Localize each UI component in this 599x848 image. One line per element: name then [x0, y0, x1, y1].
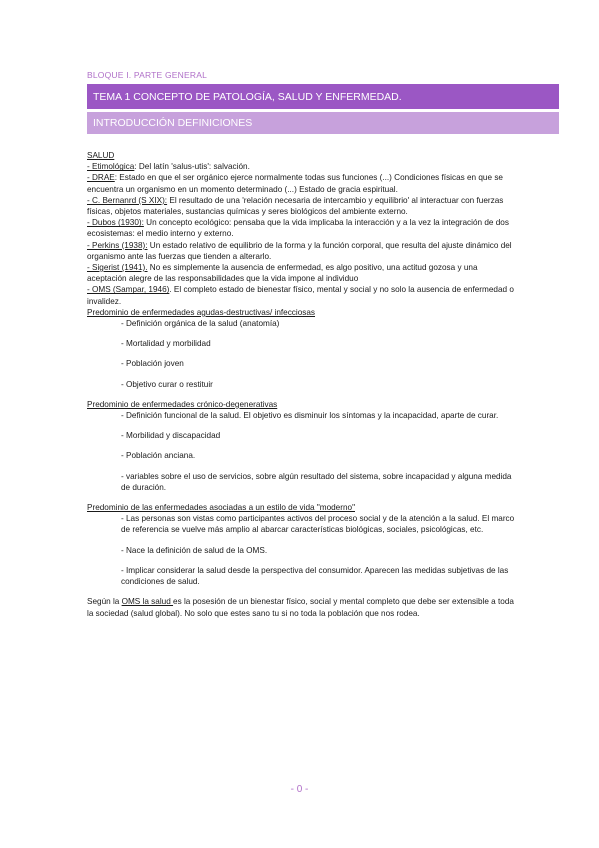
definition-text: No es simplemente la ausencia de enfermedad, es algo positivo, una actitud gozosa y una aceptación alegre de las responsabilidades que la vida impone al individuo	[87, 263, 478, 284]
definition-text: Un estado relativo de equilibrio de la forma y la función corporal, que resulta del ajuste dinámico del organismo ante las fuerzas que tienden a alterarlo.	[87, 240, 512, 261]
section-items	[87, 318, 517, 390]
definition-text: : Estado en que el ser orgánico ejerce normalmente todas sus funciones (...) Condiciones físicas en que se encuentra un organismo en un momento determinado (...) Estado de gracia espiritual.	[87, 173, 503, 194]
list-item: - Morbilidad y discapacidad	[121, 431, 221, 441]
closing-link-text: OMS la salud	[121, 597, 174, 607]
list-item: - Objetivo curar o restituir	[121, 379, 213, 389]
list-item: - Mortalidad y morbilidad	[121, 339, 211, 349]
list-item: - Implicar considerar la salud desde la perspectiva del consumidor. Aparecen las medidas subjetivas de las condiciones de salud.	[121, 565, 509, 587]
salud-heading: SALUD	[87, 151, 115, 160]
document-body	[87, 150, 517, 619]
definition-item	[87, 240, 517, 262]
definition-item	[87, 172, 517, 194]
definition-item	[87, 195, 517, 217]
definition-item	[87, 217, 517, 239]
definition-text: : Del latín 'salus-utis': salvación.	[134, 162, 250, 172]
definition-label: - Dubos (1930):	[87, 218, 144, 228]
section-heading: Predominio de las enfermedades asociadas a un estilo de vida "moderno"	[87, 503, 355, 513]
list-item: - Definición orgánica de la salud (anatomía)	[121, 319, 280, 329]
definition-label: - C. Bernanrd (S XIX):	[87, 195, 168, 205]
definition-label: - DRAE	[87, 173, 115, 183]
definition-label: - OMS (Sampar, 1946)	[87, 285, 170, 295]
section-heading: Predominio de enfermedades crónico-degenerativas	[87, 399, 278, 409]
definition-item	[87, 262, 517, 284]
list-item: - Las personas son vistas como participantes activos del proceso social y de la atención a la salud. El marco de referencia se vuelve más amplio al abarcar características biológicas, sociales, psicológicas, etc.	[121, 514, 515, 535]
section-heading: Predominio de enfermedades agudas-destructivas/ infecciosas	[87, 307, 316, 317]
definition-text: Un concepto ecológico: pensaba que la vida implicaba la interacción y a la vez la integración de dos ecosistemas: el medio interno y externo.	[87, 218, 509, 239]
tema-title-bar	[87, 84, 559, 109]
list-item: - Definición funcional de la salud. El objetivo es disminuir los síntomas y la incapacidad, aparte de curar.	[121, 411, 499, 421]
bloque-label: BLOQUE I. PARTE GENERAL	[87, 70, 208, 80]
closing-post: es la posesión de un bienestar físico, social y mental completo que debe ser extensible a toda la sociedad (salud global). No solo que estes sano tu si no toda la población que nos rodea.	[87, 597, 514, 618]
definition-text: El resultado de una 'relación necesaria de intercambio y equilibrio' al interactuar con fuerzas físicas, objetos materiales, sustancias químicas y seres biológicos del ambiente externo.	[87, 195, 504, 217]
list-item: - Nace la definición de salud de la OMS.	[121, 545, 268, 555]
definitions-list	[87, 161, 517, 307]
definition-label: - Sigerist (1941).	[87, 263, 148, 273]
section-title: INTRODUCCIÓN DEFINICIONES	[93, 117, 253, 129]
closing-paragraph	[87, 596, 517, 618]
definition-label: - Perkins (1938):	[87, 240, 148, 250]
definition-item	[87, 284, 517, 306]
closing-pre: Según la	[87, 597, 122, 607]
section-items	[87, 513, 517, 587]
list-item: - Población joven	[121, 359, 184, 369]
definition-text: . El completo estado de bienestar físico, mental y social y no solo la ausencia de enfermedad o invalidez.	[87, 285, 514, 306]
definition-item	[87, 161, 517, 172]
list-item: - variables sobre el uso de servicios, sobre algún resultado del sistema, sobre incapacidad y alguna medida de duración.	[121, 471, 512, 492]
definition-label: - Etimológica	[87, 162, 135, 172]
list-item: - Población anciana.	[121, 451, 196, 461]
page-number: - 0 -	[290, 784, 309, 795]
section-items	[87, 410, 517, 493]
tema-title: TEMA 1 CONCEPTO DE PATOLOGÍA, SALUD Y ENFERMEDAD.	[93, 90, 402, 103]
section-title-bar	[87, 112, 559, 134]
